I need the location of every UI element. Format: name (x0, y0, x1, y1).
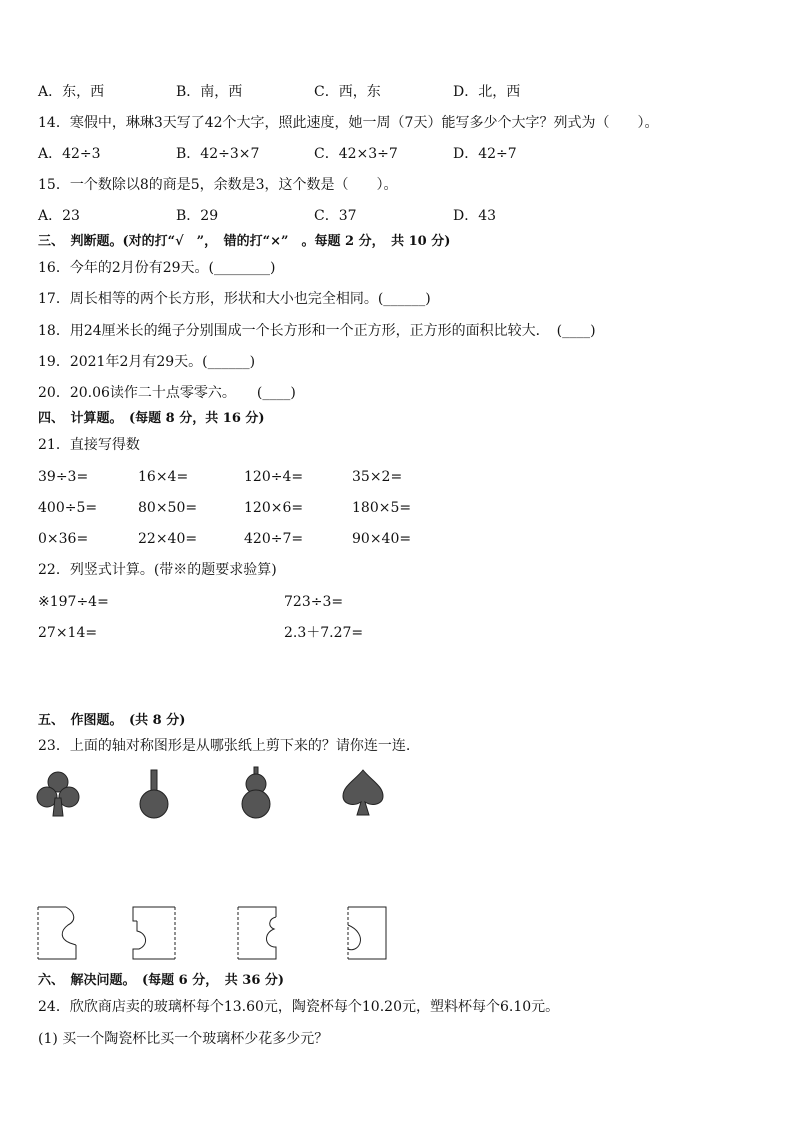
q21-cell: 22×40= (138, 531, 198, 547)
q21-cell: 120÷4= (244, 469, 304, 485)
q15-option-d: D．43 (453, 208, 497, 224)
q15-option-b: B．29 (176, 208, 219, 224)
paper-half-gourd-single-icon (131, 905, 177, 965)
gourd-double-icon (240, 766, 272, 824)
q24-stem: 24．欣欣商店卖的玻璃杯每个13.60元，陶瓷杯每个10.20元，塑料杯每个6.10元。 (38, 999, 560, 1015)
q15-option-a: A．23 (38, 208, 80, 224)
q21-cell: 90×40= (352, 531, 412, 547)
q14-option-a: A．42÷3 (38, 146, 101, 162)
q17: 17．周长相等的两个长方形，形状和大小也完全相同。(______) (38, 291, 431, 307)
q21-cell: 39÷3= (38, 469, 89, 485)
paper-half-spade-icon (344, 905, 390, 965)
section3-heading: 三、 判断题。(对的打“√ ”， 错的打“×” 。每题 2 分， 共 10 分) (38, 234, 451, 249)
q15-stem: 15．一个数除以8的商是5，余数是3，这个数是（ ）。 (38, 177, 398, 193)
q24-sub1: (1) 买一个陶瓷杯比买一个玻璃杯少花多少元？ (38, 1031, 329, 1047)
q13-option-c: C．西，东 (314, 84, 381, 100)
q19: 19．2021年2月有29天。(______) (38, 354, 256, 370)
q20: 20．20.06读作二十点零零六。 (____) (38, 385, 296, 401)
q21-cell: 80×50= (138, 500, 198, 516)
q23-stem: 23．上面的轴对称图形是从哪张纸上剪下来的？请你连一连. (38, 738, 411, 754)
q21-cell: 120×6= (244, 500, 304, 516)
q14-stem: 14．寒假中，琳琳3天写了42个大字，照此速度，她一周（7天）能写多少个大字？列式为（ ）。 (38, 115, 659, 131)
q21-cell: 420÷7= (244, 531, 304, 547)
gourd-single-icon (138, 768, 170, 824)
q21-cell: 0×36= (38, 531, 89, 547)
q16: 16．今年的2月份有29天。(________) (38, 260, 276, 276)
section4-heading: 四、 计算题。 (每题 8 分，共 16 分) (38, 411, 265, 426)
section5-heading: 五、 作图题。 (共 8 分) (38, 713, 186, 728)
q14-option-c: C．42×3÷7 (314, 146, 398, 162)
q21-stem: 21．直接写得数 (38, 437, 140, 453)
q18: 18．用24厘米长的绳子分别围成一个长方形和一个正方形，正方形的面积比较大． (____) (38, 323, 596, 339)
q13-option-a: A．东，西 (38, 84, 105, 100)
section6-heading: 六、 解决问题。 (每题 6 分， 共 36 分) (38, 973, 285, 988)
q22-cell: 2.3＋7.27= (284, 625, 364, 641)
q21-cell: 16×4= (138, 469, 189, 485)
paper-half-club-icon (36, 905, 78, 965)
club-icon (36, 770, 80, 822)
paper-half-gourd-double-icon (236, 905, 282, 965)
q22-cell: ※197÷4= (38, 594, 109, 610)
q15-option-c: C．37 (314, 208, 357, 224)
q21-cell: 35×2= (352, 469, 403, 485)
q22-cell: 723÷3= (284, 594, 344, 610)
spade-icon (341, 768, 385, 822)
q21-cell: 180×5= (352, 500, 412, 516)
q14-option-d: D．42÷7 (453, 146, 517, 162)
q13-option-b: B．南，西 (176, 84, 243, 100)
q21-cell: 400÷5= (38, 500, 98, 516)
q13-option-d: D．北，西 (453, 84, 521, 100)
q22-cell: 27×14= (38, 625, 98, 641)
q14-option-b: B．42÷3×7 (176, 146, 260, 162)
q22-stem: 22．列竖式计算。(带※的题要求验算) (38, 562, 277, 578)
